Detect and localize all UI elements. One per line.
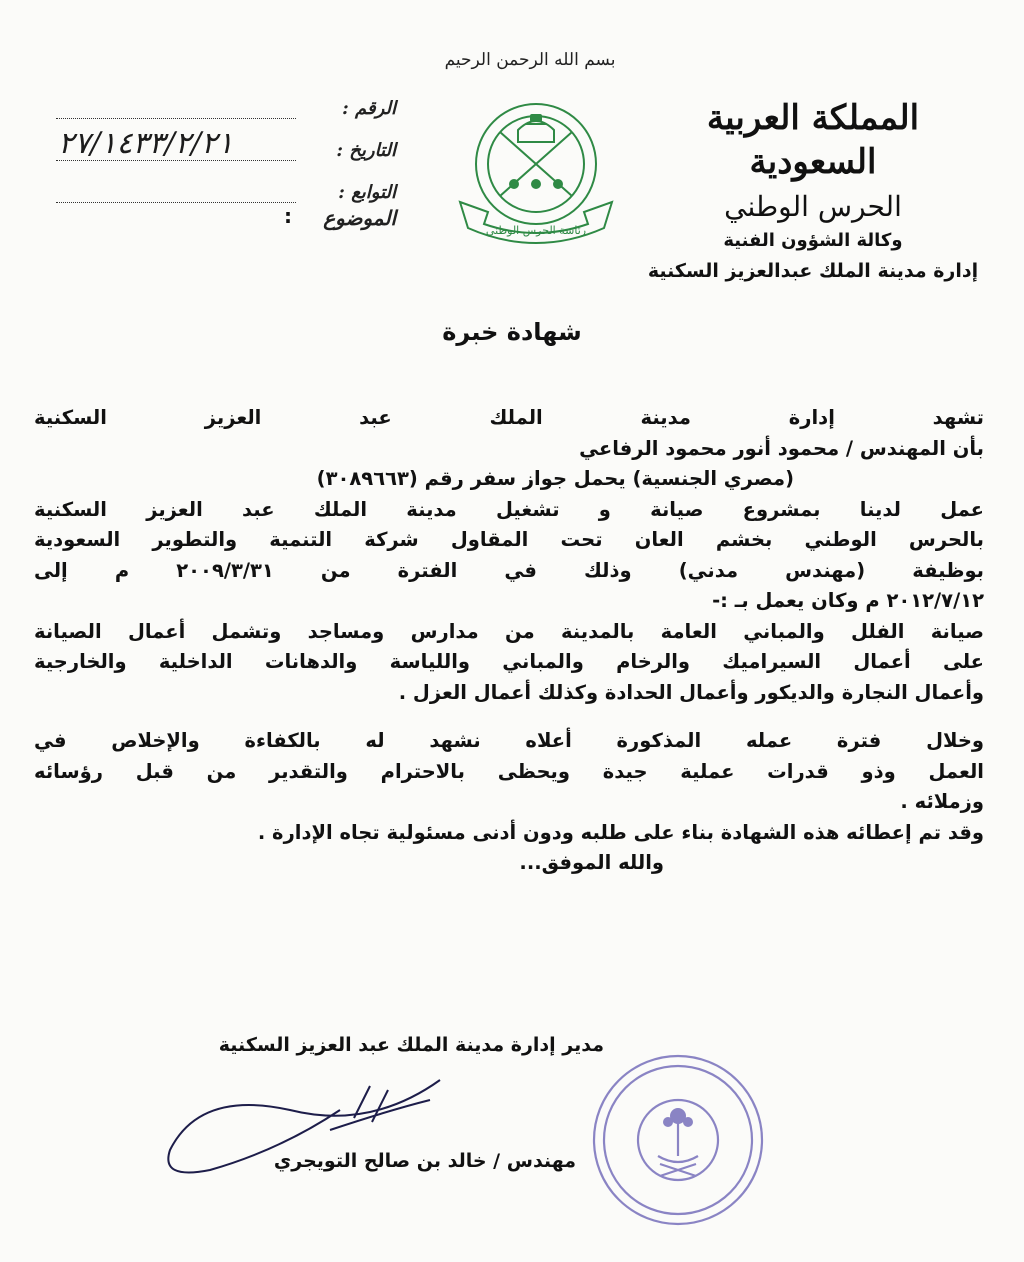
- body-line: والله الموفق...: [519, 851, 664, 874]
- body-line: العمل وذو قدرات عملية جيدة ويحظى بالاحترام والتقدير من قبل رؤسائه: [34, 759, 984, 783]
- body-line: بالحرس الوطني بخشم العان تحت المقاول شركة التنمية والتطوير السعودية: [34, 528, 984, 551]
- body-line: على أعمال السيراميك والرخام والمباني واللياسة والدهانات الداخلية والخارجية: [34, 650, 984, 673]
- national-guard-emblem: [448, 92, 624, 252]
- body-line: صيانة الفلل والمباني العامة بالمدينة من مدارس ومساجد وتشمل أعمال الصيانة: [34, 619, 984, 643]
- body-line: بأن المهندس / محمود أنور محمود الرفاعي: [579, 436, 984, 460]
- reference-number-label: الرقم :: [342, 98, 396, 119]
- body-line: وزملائه .: [900, 790, 984, 813]
- body-line: تشهد إدارة مدينة الملك عبد العزيز السكنية: [34, 406, 984, 429]
- signatory-title: مدير إدارة مدينة الملك عبد العزيز السكنية: [218, 1034, 604, 1056]
- handwritten-signature: [140, 1070, 460, 1190]
- body-line: بوظيفة (مهندس مدني) وذلك في الفترة من ٢٠٠٩/٣/٣١ م إلى: [34, 558, 984, 582]
- kingdom-name: المملكة العربية السعودية: [706, 98, 920, 182]
- reference-number-line: [56, 118, 296, 119]
- official-stamp: [590, 1052, 766, 1228]
- subject-colon: :: [284, 204, 292, 228]
- organization-header: [638, 96, 988, 286]
- date-row: [56, 126, 396, 176]
- body-line: وقد تم إعطائه هذه الشهادة بناء على طلبه ودون أدنى مسئولية تجاه الإدارة .: [257, 820, 984, 844]
- body-line: عمل لدينا بمشروع صيانة و تشغيل مدينة الملك عبد العزيز السكنية: [34, 497, 984, 521]
- certificate-body: [34, 403, 984, 879]
- national-guard-name: الحرس الوطني: [724, 190, 902, 223]
- document-title: شهادة خبرة: [442, 318, 582, 346]
- signatory-name: مهندس / خالد بن صالح التويجري: [273, 1150, 576, 1172]
- body-line: وأعمال النجارة والديكور وأعمال الحدادة وكذلك أعمال العزل .: [398, 680, 984, 704]
- basmala: بسم الله الرحمن الرحيم: [444, 50, 616, 70]
- technical-affairs-agency: وكالة الشؤون الفنية: [723, 230, 903, 251]
- subject-row: [56, 200, 396, 236]
- city-administration: إدارة مدينة الملك عبدالعزيز السكنية: [647, 260, 979, 282]
- emblem-caption: رئاسة الحرس الوطني: [485, 224, 587, 237]
- body-line: وخلال فترة عمله المذكورة أعلاه نشهد له بالكفاءة والإخلاص في: [34, 729, 984, 752]
- date-label: التاريخ :: [336, 140, 396, 161]
- body-line: ٢٠١٢/٧/١٢ م وكان يعمل بـ :-: [712, 589, 984, 612]
- body-line: (مصري الجنسية) يحمل جواز سفر رقم (٣٠٨٩٦٦٣): [316, 467, 794, 490]
- handwritten-date: ٢٧/١٤٣٣/٢/٢١: [58, 126, 234, 161]
- attachments-label: التوابع :: [338, 182, 396, 203]
- subject-label: الموضوع: [323, 206, 396, 230]
